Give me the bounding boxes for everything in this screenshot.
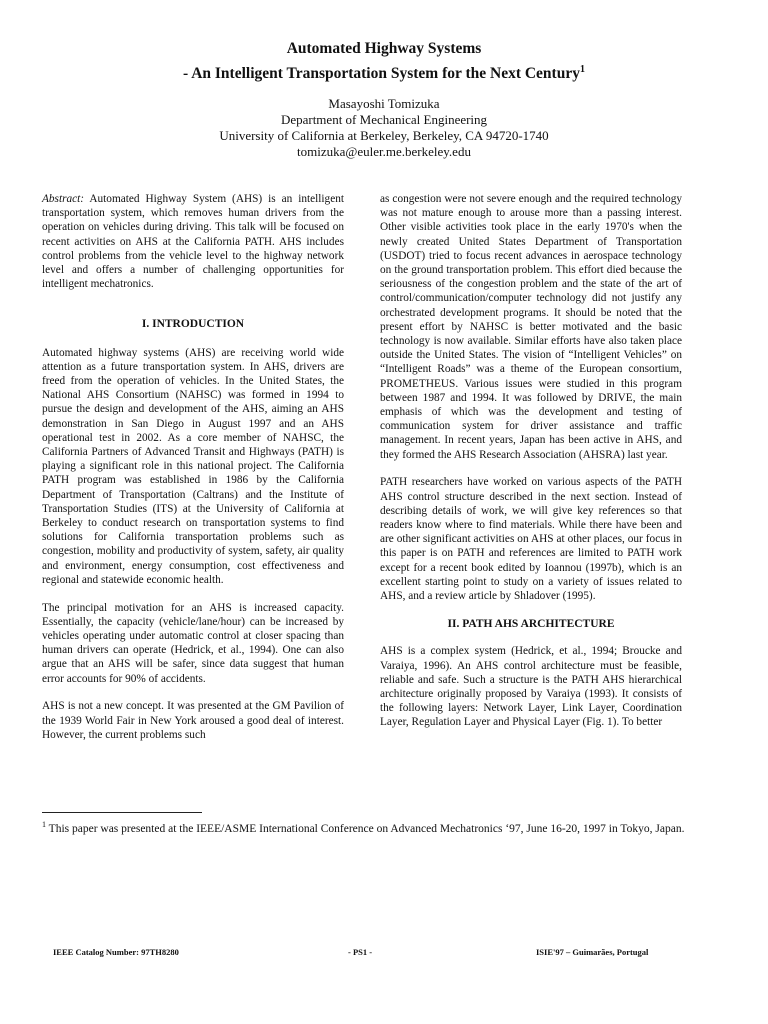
section-heading-architecture: II. PATH AHS ARCHITECTURE [447, 617, 615, 630]
intro-paragraph-3: AHS is not a new concept. It was presented at the GM Pavilion of the 1939 World Fair in New York aroused a good deal of interest. However, the current problems such [42, 700, 344, 741]
title-footnote-mark: 1 [579, 64, 585, 75]
paper-title-line2-text: - An Intelligent Transportation System for the Next Century [183, 65, 580, 83]
abstract [42, 192, 344, 291]
left-column [42, 192, 344, 755]
footnote-divider [42, 812, 202, 813]
author-department: Department of Mechanical Engineering [280, 112, 488, 127]
intro-paragraph-2: The principal motivation for an AHS is increased capacity. Essentially, the capacity (vehicle/lane/hour) can be increased by vehicles operating under automatic control at closer spacing than human drivers can operate (Hedrick, et al., 1994). One can also argue that an AHS will be safer, since data suggest that human error accounts for 90% of accidents. [42, 601, 344, 685]
footer-catalog-number: IEEE Catalog Number: 97TH8280 [53, 947, 179, 957]
author-university: University of California at Berkeley, Berkeley, CA 94720-1740 [219, 128, 549, 143]
footnote [42, 818, 692, 836]
footnote-mark: 1 [42, 820, 46, 829]
right-paragraph-2: PATH researchers have worked on various aspects of the PATH AHS control structure described in the next section. Instead of describing details of work, we will give key references so that readers know where to find materials. While there have been and are other significant activities on AHS at other places, our focus in this paper is on PATH and references are limited to PATH work except for a recent book edited by Ioannou (1997b), which is an excellent starting point to study on a variety of issues related to AHS, and a review article by Shladover (1995). [380, 476, 682, 602]
author-email: tomizuka@euler.me.berkeley.edu [297, 144, 471, 159]
intro-paragraph-1: Automated highway systems (AHS) are receiving world wide attention as a future transportation system. In AHS, drivers are freed from the operation of vehicles. In the United States, the National AHS Consortium (NAHSC) was formed in 1994 to pursue the design and development of the AHS, aiming an AHS demonstration in San Diego in August 1997 and an AHS operational test in 2002. As a core member of NAHSC, the California Partners of Advanced Transit and Highways (PATH) is playing a significant role in this national project. The California PATH program was established in 1986 by the California Department of Transportation (Caltrans) and the Institute of Transportation Studies (ITS) at the University of California at Berkeley to conduct research on transportation systems to find solutions for California transportation problems such as congestion, mobility and productivity of system, safety, air quality and environment, energy consumption, cost effectiveness and regional and statewide economic health. [42, 346, 344, 586]
paper-title-line2 [0, 60, 768, 83]
abstract-label: Abstract: [42, 193, 85, 205]
abstract-text: Automated Highway System (AHS) is an intelligent transportation system, which removes human drivers from the operation on vehicles during driving. This talk will be focused on recent activities on AHS at the California PATH. AHS includes control problems from the vehicle level to the highway network level and offers a number of challenging opportunities for intelligent mechatronics. [42, 193, 344, 291]
section-heading-introduction: I. INTRODUCTION [141, 318, 245, 331]
footer-page-number: - PS1 - [348, 947, 373, 957]
footnote-text: This paper was presented at the IEEE/ASME International Conference on Advanced Mechatronics ‘97, June 16-20, 1997 in Tokyo, Japan. [46, 822, 685, 835]
footer-venue: ISIE'97 – Guimarães, Portugal [536, 947, 649, 957]
architecture-paragraph: AHS is a complex system (Hedrick, et al., 1994; Broucke and Varaiya, 1996). An AHS control architecture must be feasible, reliable and safe. Such a structure is the PATH AHS hierarchical architecture originally proposed by Varaiya (1993). It consists of the following layers: Network Layer, Link Layer, Coordination Layer, Regulation Layer and Physical Layer (Fig. 1). To better [380, 645, 682, 729]
author-name: Masayoshi Tomizuka [328, 96, 440, 111]
paper-title-line1: Automated Highway Systems [286, 40, 482, 57]
right-paragraph-1: as congestion were not severe enough and the required technology was not mature enough to arouse more than a passing interest. Other visible activities took place in the early 1970's when the newly created United States Department of Transportation (USDOT) tried to focus recent advances in aerospace technology on the ground transportation problem. This effort died because the seriousness of the congestion problem and the state of the art of control/communication/computer technology did not justify any orchestrated development programs. It should be noted that the present effort by NAHSC is better motivated and the basic technology is now available. Similar efforts have also taken place outside the United States. The vision of “Intelligent Vehicles” on “Intelligent Roads” was a theme of the European consortium, PROMETHEUS. Various issues were studied in this program between 1987 and 1994. It was followed by DRIVE, the main emphasis of which was the development and testing of communication system for driver assistance and traffic management. In recent years, Japan has been active in AHS, and they formed the AHS Research Association (AHSRA) last year. [380, 193, 682, 461]
right-column [380, 192, 682, 743]
